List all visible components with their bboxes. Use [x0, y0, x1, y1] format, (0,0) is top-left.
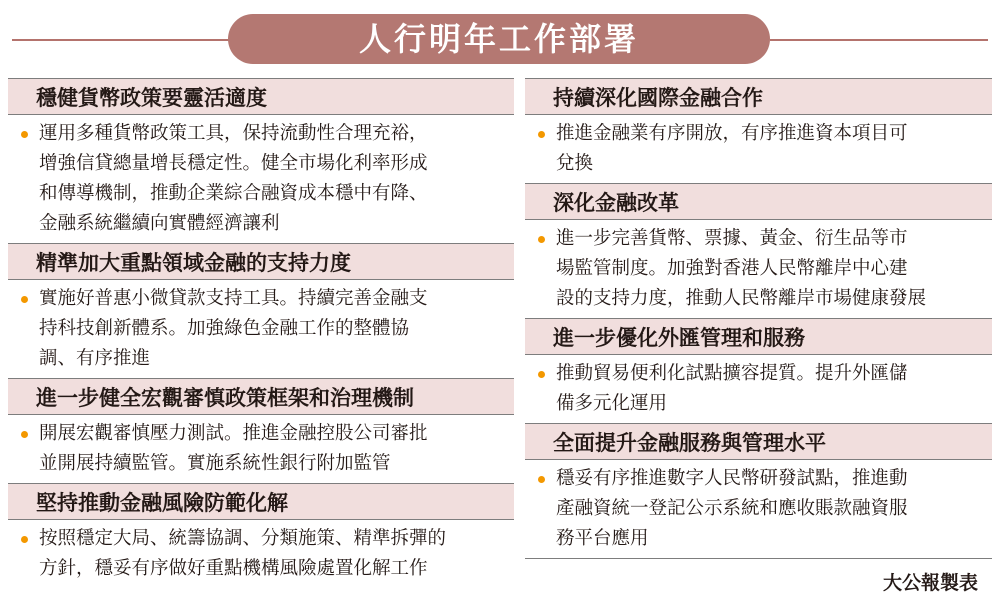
section-heading: 全面提升金融服務與管理水平: [525, 423, 992, 460]
title-rule-left: [12, 39, 230, 41]
title-banner: [0, 0, 1000, 66]
bullet-line: 產融資統一登記公示系統和應收賬款融資服: [556, 498, 908, 519]
bullet-line: 實施好普惠小微貸款支持工具。持續完善金融支: [39, 288, 428, 309]
bullet-dot-icon: [538, 476, 545, 483]
bullet-dot-icon: [21, 431, 28, 438]
bullet-line: 兌換: [556, 153, 594, 174]
bullet-item: [525, 355, 992, 423]
bullet-line: 進一步完善貨幣、票據、黃金、衍生品等市: [556, 228, 908, 249]
title-pill: [228, 14, 770, 64]
bullet-line: 務平台應用: [556, 528, 649, 549]
bullet-line: 按照穩定大局、統籌協調、分類施策、精準拆彈的: [39, 528, 447, 549]
bullet-dot-icon: [538, 236, 545, 243]
bullet-dot-icon: [21, 131, 28, 138]
bullet-line: 增強信貸總量增長穩定性。健全市場化利率形成: [39, 153, 428, 174]
page-title: 人行明年工作部署: [358, 20, 639, 58]
credit-label: 大公報製表: [882, 572, 978, 594]
bullet-line: 穩妥有序推進數字人民幣研發試點，推進動: [556, 468, 908, 489]
bullet-item: [525, 220, 992, 318]
bullet-line: 運用多種貨幣政策工具，保持流動性合理充裕，: [39, 123, 428, 144]
bottom-rule: [525, 558, 992, 559]
bullet-line: 設的支持力度，推動人民幣離岸市場健康發展: [556, 288, 927, 309]
bullet-item: [525, 460, 992, 558]
bullet-line: 推進金融業有序開放，有序推進資本項目可: [556, 123, 908, 144]
bullet-item: [8, 280, 514, 378]
section-heading: 進一步優化外匯管理和服務: [525, 318, 992, 355]
bullet-line: 開展宏觀審慎壓力測試。推進金融控股公司審批: [39, 423, 428, 444]
section-heading: 進一步健全宏觀審慎政策框架和治理機制: [8, 378, 514, 415]
right-column: [525, 78, 992, 559]
section-heading: 精準加大重點領域金融的支持力度: [8, 243, 514, 280]
bullet-line: 方針，穩妥有序做好重點機構風險處置化解工作: [39, 558, 428, 579]
bullet-item: [8, 415, 514, 483]
bullet-line: 和傳導機制，推動企業綜合融資成本穩中有降、: [39, 183, 428, 204]
bullet-item: [8, 115, 514, 243]
bullet-dot-icon: [538, 371, 545, 378]
bullet-item: [8, 520, 514, 588]
section-heading: 穩健貨幣政策要靈活適度: [8, 78, 514, 115]
section-heading: 深化金融改革: [525, 183, 992, 220]
bullet-line: 並開展持續監管。實施系統性銀行附加監管: [39, 453, 391, 474]
title-rule-right: [770, 39, 988, 41]
bullet-line: 推動貿易便利化試點擴容提質。提升外匯儲: [556, 363, 908, 384]
bullet-line: 場監管制度。加強對香港人民幣離岸中心建: [556, 258, 908, 279]
section-heading: 堅持推動金融風險防範化解: [8, 483, 514, 520]
bullet-line: 持科技創新體系。加強綠色金融工作的整體協: [39, 318, 410, 339]
left-column: [8, 78, 514, 588]
bullet-line: 調、有序推進: [39, 348, 151, 369]
bullet-line: 備多元化運用: [556, 393, 668, 414]
section-heading: 持續深化國際金融合作: [525, 78, 992, 115]
bullet-dot-icon: [538, 131, 545, 138]
bullet-dot-icon: [21, 296, 28, 303]
bullet-line: 金融系統繼續向實體經濟讓利: [39, 213, 280, 234]
bullet-dot-icon: [21, 536, 28, 543]
bullet-item: [525, 115, 992, 183]
